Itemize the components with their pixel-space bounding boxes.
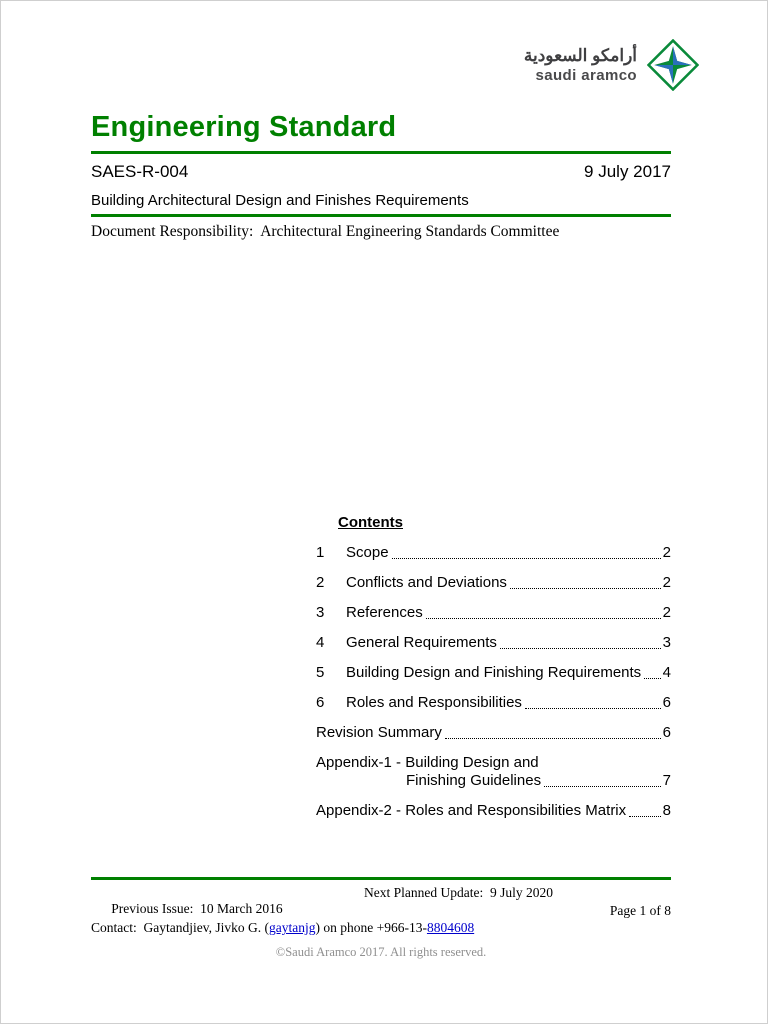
dot-leader: [426, 618, 661, 619]
toc-entry-number: 1: [316, 544, 325, 561]
dot-leader: [544, 786, 661, 787]
contact-prefix: Contact: Gaytandjiev, Jivko G. (: [91, 920, 269, 935]
toc-entry-page: 2: [662, 604, 671, 621]
doc-responsibility: Document Responsibility: Architectural Engineering Standards Committee: [91, 223, 560, 240]
toc-entry-label: Revision Summary: [316, 724, 442, 741]
header-rule-bottom: [91, 214, 671, 217]
contact-middle: ) on phone +966-13-: [315, 920, 427, 935]
toc-entry-number: 5: [316, 664, 325, 681]
doc-header-line: [91, 162, 671, 182]
dot-leader: [510, 588, 661, 589]
toc-entry-roles: [316, 694, 671, 712]
toc-entry-label: General Requirements: [346, 634, 497, 651]
toc-entry-page: 8: [662, 802, 671, 819]
saudi-aramco-logo: [524, 39, 699, 91]
doc-date: 9 July 2017: [584, 162, 671, 181]
toc-entry-page: 2: [662, 574, 671, 591]
logo-latin-text: saudi aramco: [535, 67, 637, 85]
page-title: Engineering Standard: [91, 111, 397, 143]
toc-entry-page: 3: [662, 634, 671, 651]
toc-entry-number: 2: [316, 574, 325, 591]
contact-line: [91, 920, 671, 936]
toc-entry-page: 7: [662, 772, 671, 789]
dot-leader: [500, 648, 661, 649]
toc-entry-scope: [316, 544, 671, 562]
toc-entry-page: 6: [662, 694, 671, 711]
dot-leader: [392, 558, 661, 559]
toc-entry-label: Scope: [346, 544, 389, 561]
contact-phone-link[interactable]: 8804608: [426, 920, 475, 935]
dot-leader: [525, 708, 661, 709]
toc-entry-label: Appendix-1 - Building Design and: [316, 754, 539, 771]
toc-entry-label: Conflicts and Deviations: [346, 574, 507, 591]
toc-entry-number: 4: [316, 634, 325, 651]
toc-entry-page: 4: [662, 664, 671, 681]
toc-entry-label: Appendix-2 - Roles and Responsibilities Matrix: [316, 802, 627, 819]
toc-entry-conflicts: [316, 574, 671, 592]
page-footer: [91, 877, 671, 960]
toc-entry-page: 6: [662, 724, 671, 741]
toc-entry-appendix1-line1: [316, 754, 671, 772]
previous-issue: Previous Issue: 10 March 2016: [111, 901, 283, 916]
toc-entry-label: Finishing Guidelines: [406, 772, 542, 789]
page-number-info: Page 1 of 8: [609, 903, 671, 918]
doc-number: SAES-R-004: [91, 162, 189, 181]
logo-arabic-text: أرامكو السعودية: [523, 45, 637, 65]
toc-entry-appendix1-line2: [316, 772, 671, 790]
toc-entry-page: 2: [662, 544, 671, 561]
toc-entry-appendix2: [316, 802, 671, 820]
dot-leader: [629, 816, 661, 817]
copyright-notice: ©Saudi Aramco 2017. All rights reserved.: [275, 945, 487, 959]
contact-username-link[interactable]: gaytanjg: [268, 920, 316, 935]
toc-entry-general-requirements: [316, 634, 671, 652]
logo-text: [524, 45, 637, 85]
footer-rule: [91, 877, 671, 880]
toc-entry-number: 3: [316, 604, 325, 621]
contents-heading: Contents: [338, 514, 403, 531]
toc-entry-revision-summary: [316, 724, 671, 742]
dot-leader: [445, 738, 661, 739]
next-planned-update: Next Planned Update: 9 July 2020: [364, 885, 553, 900]
toc-entry-label: References: [346, 604, 423, 621]
toc-entry-number: 6: [316, 694, 325, 711]
toc-entry-label: Building Design and Finishing Requirements: [346, 664, 642, 681]
header-rule-top: [91, 151, 671, 154]
dot-leader: [644, 678, 660, 679]
toc-entry-references: [316, 604, 671, 622]
aramco-star-icon: [647, 39, 699, 91]
table-of-contents: [316, 514, 671, 832]
toc-entry-label: Roles and Responsibilities: [346, 694, 522, 711]
doc-subtitle: Building Architectural Design and Finishes Requirements: [91, 192, 469, 209]
toc-entry-building-design: [316, 664, 671, 682]
